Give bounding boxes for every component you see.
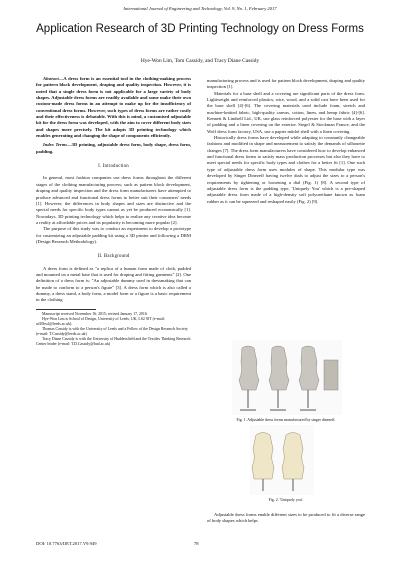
right-column <box>207 78 365 205</box>
footnote: Tracy Diane Cassidy is with the University of Huddersfield and the Textiles Thinking Research Center leader (e-mail: T.D.Cassidy@hud.ac.uk) <box>36 336 191 346</box>
index-terms <box>36 142 191 155</box>
right-paragraph-3-text: Adjustable dress forms enable different sizes to be produced to fit a diverse range of body shapes which helps <box>207 512 365 524</box>
figure-2-uniquely-you-image <box>250 425 314 495</box>
intro-paragraph-1: In general, most fashion companies use dress forms throughout the different stages of the clothing manufacturing process; such as pattern block development, draping and quality inspection and the dress form manufacturers have attempted to produce advanced and functional dress forms to better suit their customers' needs [1]. However, the differences in body shapes and sizes are distinctive and the special needs for specific body types cannot as yet be produced economically [1]. Nowadays, 3D printing technology which helps to realize any creative idea become a reality at affordable prices and its popularity is becoming more popular [2]. <box>36 175 191 225</box>
abstract-text: —A dress form is an essential tool in the clothing-making process for pattern block development, draping and quality inspection. However, it is noted that a single dress form is not applicable for a large variety of body shapes. Adjustable dress forms are readily available and some make their own custom-made dress forms in an attempt to make up for the insufficiency of conventional dress forms. However, such types of dress forms are rather costly and their effectiveness is debatable. With this is mind, a customised adjustable kit for the dress form was developed, with the aim to cover different body sizes and shapes more precisely. The kit adopts 3D printing technology which enables generating and changing the shape of components efficiently. <box>36 76 191 139</box>
section-heading-background: II. Background <box>97 254 130 260</box>
abstract <box>36 76 191 139</box>
authors: Hye-Won Lim, Tom Cassidy, and Tracy Diane Cassidy <box>140 58 260 64</box>
figure-1-caption: Fig. 1. Adjustable dress forms manufactured by singer dinezeff. <box>236 418 336 422</box>
right-paragraph-0: manufacturing process and is used for pattern block development, draping and quality inspection [1]. <box>207 78 365 90</box>
footnote: Thomas Cassidy is with the University of Leeds and a Fellow of the Design Research Society (e-mail: T.Cassidy@leeds.ac.uk) <box>36 326 188 336</box>
footnote: Hye-Won Lim is School of Design, University of Leeds, UK, LS2 9JT (e-mail: sd10hwl@leeds.ac.uk). <box>36 316 165 326</box>
section-heading-introduction: I. Introduction <box>98 164 129 170</box>
left-column <box>36 76 191 347</box>
paper-title: Application Research of 3D Printing Technology on Dress Forms <box>36 23 364 35</box>
right-paragraph-3 <box>207 512 365 525</box>
abstract-label: Abstract <box>43 76 59 81</box>
doi: DOI: 10.7763/IJET.2017.V9.949 <box>36 541 97 546</box>
intro-paragraph-2: The purpose of this study was to conduct an experiment to develop a prototype for customizing an adjustable padding kit using a 3D printer and following a DRM (Design Research Methodology). <box>36 226 191 244</box>
background-paragraph-1: A dress form is defined as "a replica of a human form made of cloth, padded and mounted on a metal base that is used for draping and fitting garments" [2]. One definition of a dress form is: "An adjustable dummy used in dressmaking that can be made to conform to a person's figure" [3]. A dress form which is also called a dummy, a dress stand, a body form, a model form or a figure is a basic requirement in the clothing <box>36 265 191 303</box>
right-paragraph-1: Materials for a base shell and a covering are significant parts of the dress form. Lightweight and reinforced plastics, wire, wood, and a solid cast have been used for the base shell [4]-[6]. The covering materials used include foam, stretch and machine-knitted fabric, high-quality canvas, cotton, linen, and hemp fabric [4]-[6]. Kennett & Lindsell Ltd., UK, use glass reinforced polyester for the base with a layer of padding and a linen covering on the exterior. Siegel & Stockman France, and the Wolf dress form factory, USA, use a papier mâché shell with a linen covering. <box>207 90 365 134</box>
right-paragraph-2: Historically dress forms have developed while adapting to constantly changeable fashions and modified in shape and measurement to satisfy the demands of silhouette changes [7]. The dress form manufacturers have considered how to develop enhanced and functional dress forms to satisfy mass production processes but also they have to meet special needs for specific body types and clothes for a better fit [1]. One such type of adjustable dress form uses modules of shape. This modular type was developed by Singer Dinezeff having twelve dials to adjust the sizes to a person's requirements by tightening or loosening a dial (Fig. 1) [8]. A second type of adjustable dress form is the padding type, 'Uniquely You' which is a pre-shaped adjustable dress form made of a high-density soft polyurethane known as foam rubber as it can be squeezed and reshaped easily (Fig. 2) [9]. <box>207 135 365 204</box>
journal-header: International Journal of Engineering and Technology, Vol. 9, No. 1, February 2017 <box>123 6 277 11</box>
index-terms-label: Index Terms <box>43 142 68 148</box>
figure-1-dress-forms-image <box>232 340 342 415</box>
figure-2-caption: Fig. 2. 'Uniquely you'. <box>268 498 304 502</box>
index-terms-text: —3D printing, adjustable dress form, body shape, dress form, padding. <box>36 142 191 154</box>
footnote-rule <box>36 309 96 310</box>
page-number: 78 <box>194 541 199 546</box>
footnote: Manuscript received November 16, 2015; revised January 17, 2016. <box>42 311 148 316</box>
